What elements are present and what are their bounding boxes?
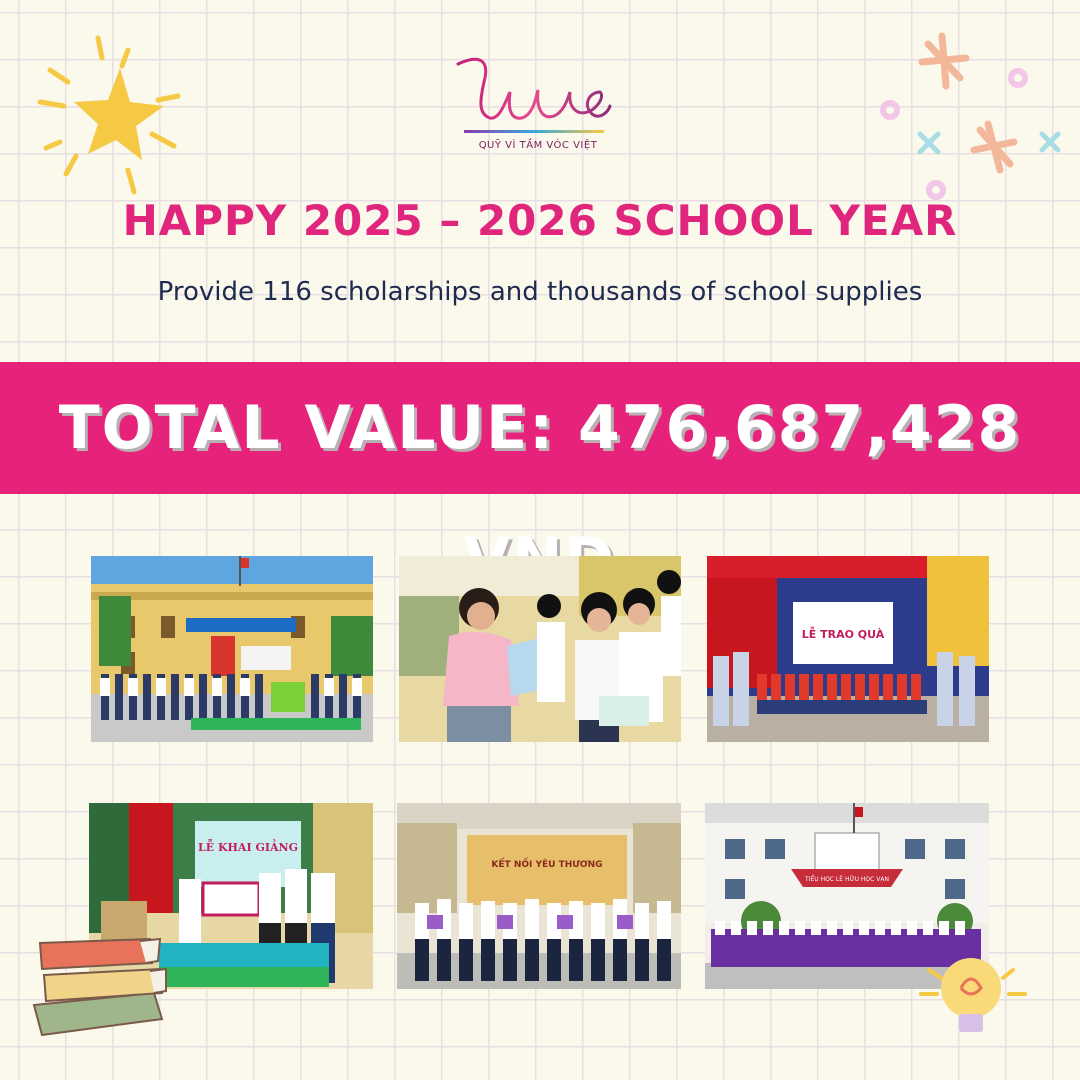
event-photo-3 [707,556,989,742]
books-icon [30,935,170,1045]
brand-logo [450,52,620,162]
photo-6-sign: TIỂU HỌC LÊ HỮU HỌC VẠN [805,876,889,883]
event-photo-5 [397,803,681,989]
total-value-text: TOTAL VALUE: 476,687,428 [58,393,1022,463]
event-photo-2 [399,556,681,742]
lightbulb-icon [915,950,1035,1040]
event-photo-1 [91,556,373,742]
logo-mark-icon [450,52,620,142]
sparkle-icon [870,30,1070,210]
page-title: HAPPY 2025 – 2026 SCHOOL YEAR [122,196,958,245]
brand-tagline: QUỸ VÌ TẦM VÓC VIỆT [478,140,598,151]
star-icon [30,30,190,200]
page-subtitle: Provide 116 scholarships and thousands of school supplies [157,277,923,307]
total-value-banner [0,362,1080,494]
photo-5-sign: KẾT NỐI YÊU THƯƠNG [491,860,603,870]
photo-3-sign: LỄ TRAO QUÀ [801,628,885,641]
photo-4-sign: LỄ KHAI GIẢNG [198,841,298,854]
